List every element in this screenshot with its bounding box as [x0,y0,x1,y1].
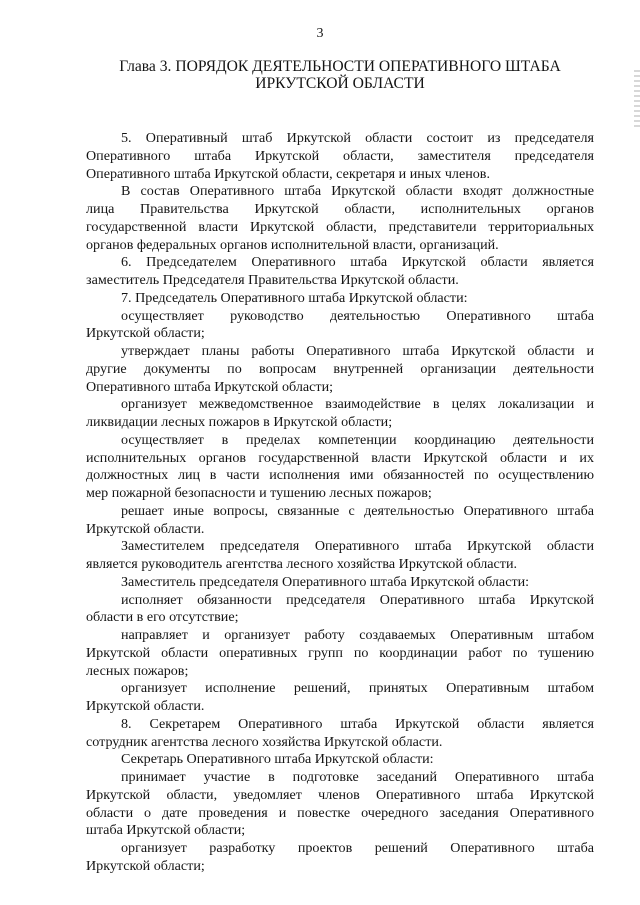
text-line: заместитель Председателя Правительства Иркутской области. [86,272,459,288]
text-line: Иркутской области оперативных групп по координации работ по тушению [86,644,594,661]
text-line: 7. Председатель Оперативного штаба Иркутской области: [121,289,468,306]
text-line: сотрудник агентства лесного хозяйства Иркутской области. [86,733,443,750]
text-line: 8. Секретарем Оперативного штаба Иркутской области является [121,715,594,732]
text-line: Иркутской области; [86,857,205,874]
text-line: лесных пожаров; [86,662,189,679]
text-line: Иркутской области, уведомляет членов Оперативного штаба Иркутской [86,786,594,803]
text-line: штаба Иркутской области; [86,822,246,839]
text-line: организует межведомственное взаимодействие в целях локализации и [121,396,594,413]
document-body [86,130,594,876]
text-line: Оперативного штаба Иркутской области, секретаря и иных членов. [86,165,490,182]
text-line: должностных лиц в части исполнения ими обязанностей по осуществлению [86,467,594,484]
text-line: области о дате проведения и повестке очередного заседания Оперативного [86,804,594,821]
chapter-title-line-2: ИРКУТСКОЙ ОБЛАСТИ [255,75,425,92]
text-line: исполнительных органов государственной власти Иркутской области и их [86,449,594,466]
text-line: осуществляет руководство деятельностью Оперативного штаба [121,307,594,324]
text-line: Секретарь Оперативного штаба Иркутской области: [121,751,434,768]
text-line: Заместителем председателя Оперативного штаба Иркутской области [121,538,594,555]
text-line: Оперативного штаба Иркутской области; [86,378,334,395]
text-line: решает иные вопросы, связанные с деятельностью Оперативного штаба [121,502,594,519]
text-line: ликвидации лесных пожаров в Иркутской области; [86,414,393,430]
chapter-title [86,58,594,92]
text-line: 6. Председателем Оперативного штаба Иркутской области является [121,254,594,271]
text-line: Иркутской области. [86,520,205,537]
text-line: Оперативного штаба Иркутской области, заместителя председателя [86,147,594,164]
text-line: Иркутской области; [86,325,205,342]
text-line: Заместитель председателя Оперативного штаба Иркутской области: [121,573,530,590]
text-line: направляет и организует работу создаваемых Оперативным штабом [121,627,594,643]
text-line: Иркутской области. [86,698,205,714]
scan-edge-mark [634,70,640,130]
text-line: 5. Оперативный штаб Иркутской области состоит из председателя [121,130,594,146]
text-line: осуществляет в пределах компетенции координацию деятельности [121,431,594,448]
text-line: является руководитель агентства лесного хозяйства Иркутской области. [86,556,518,572]
text-line: организует исполнение решений, принятых Оперативным штабом [121,680,594,697]
chapter-title-line-1: Глава 3. ПОРЯДОК ДЕЯТЕЛЬНОСТИ ОПЕРАТИВНОГО ШТАБА [119,58,561,75]
text-line: организует разработку проектов решений Оперативного штаба [121,840,594,856]
text-line: органов федеральных органов исполнительной власти, организаций. [86,236,499,253]
text-line: другие документы по вопросам внутренней организации деятельности [86,360,594,377]
text-line: области в его отсутствие; [86,609,239,626]
text-line: утверждает планы работы Оперативного штаба Иркутской области и [121,343,594,359]
text-line: лица Правительства Иркутской области, исполнительных органов [86,201,594,217]
text-line: мер пожарной безопасности и тушению лесных пожаров; [86,485,432,501]
text-line: государственной власти Иркутской области, представители территориальных [86,218,594,235]
text-line: принимает участие в подготовке заседаний Оперативного штаба [121,769,594,785]
text-line: В состав Оперативного штаба Иркутской области входят должностные [121,183,594,200]
page-number: 3 [316,26,324,41]
text-line: исполняет обязанности председателя Оперативного штаба Иркутской [121,591,594,608]
